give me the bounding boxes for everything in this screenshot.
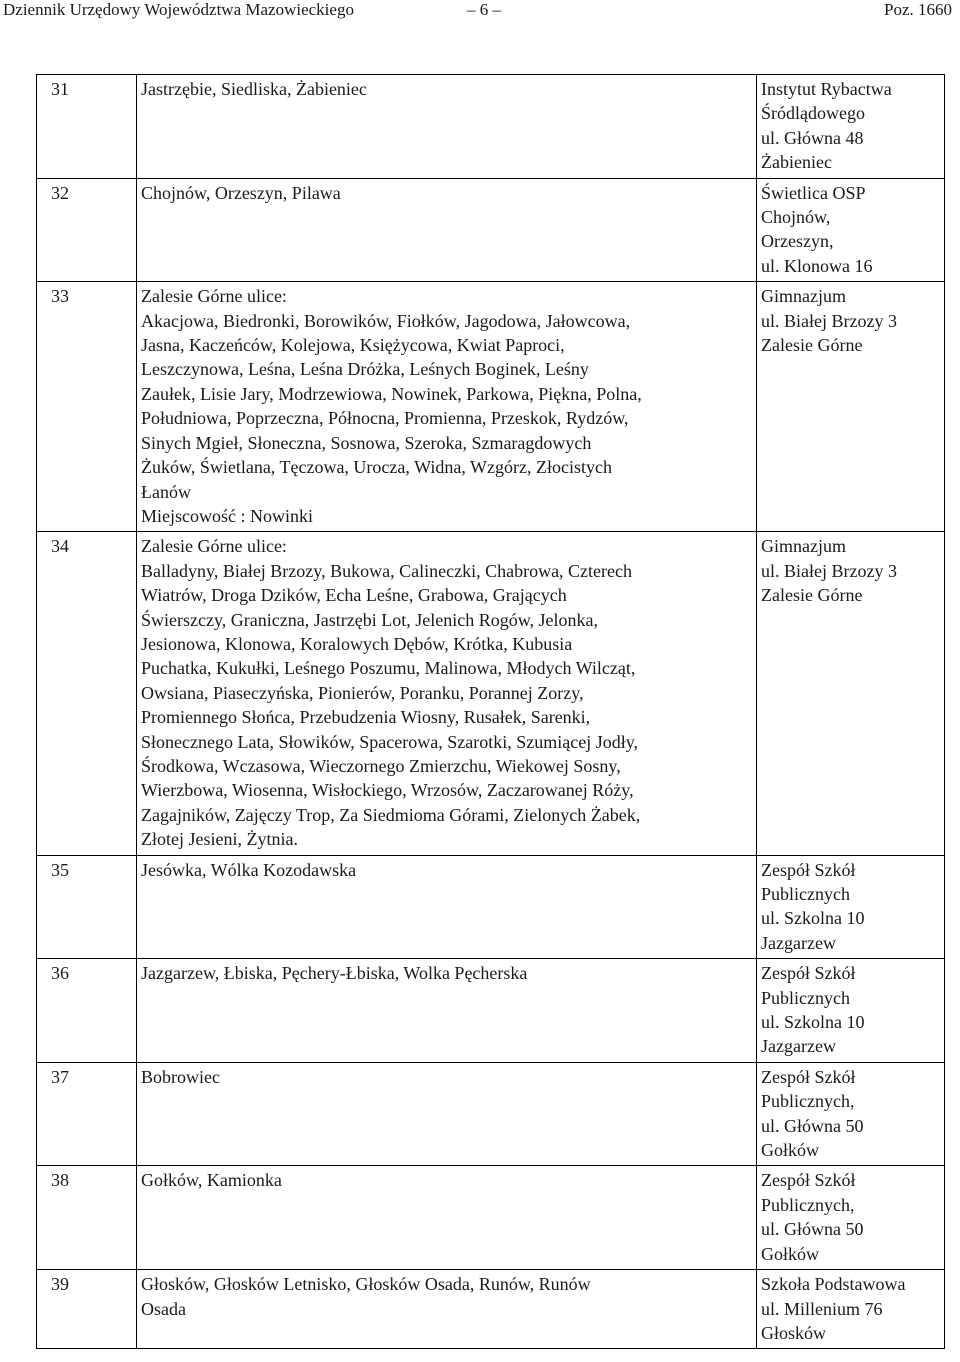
station-line: Zespół Szkół [761,859,856,880]
station-line: Zespół Szkół [761,963,856,984]
area-line: Jastrzębie, Siedliska, Żabieniec [141,79,367,99]
area-line: Bobrowiec [141,1066,220,1087]
polling-station [757,959,945,1063]
area-line: Chojnów, Orzeszyn, Pilawa [141,182,341,203]
station-line: Zalesie Górne [761,585,863,606]
table-row [37,855,945,959]
station-line: ul. Szkolna 10 [761,1012,865,1033]
station-line: ul. Główna 50 [761,1219,864,1240]
area-line: Słonecznego Lata, Słowików, Spacerowa, Szarotki, Szumiącej Jodły, [141,731,639,752]
area-line: Puchatka, Kukułki, Leśnego Poszumu, Malinowa, Młodych Wilcząt, [141,658,636,679]
area-line: Owsiana, Piaseczyńska, Pionierów, Poranku, Porannej Zorzy, [141,682,584,703]
area-line: Łanów [141,481,191,502]
station-line: ul. Klonowa 16 [761,255,873,276]
station-line: ul. Millenium 76 [761,1298,883,1319]
polling-station [757,178,945,282]
area-line: Środkowa, Wczasowa, Wieczornego Zmierzchu, Wiekowej Sosny, [141,755,621,776]
area-line: Akacjowa, Biedronki, Borowików, Fiołków, Jagodowa, Jałowcowa, [141,310,631,331]
polling-station [757,855,945,959]
station-line: Zespół Szkół [761,1066,856,1087]
district-number: 35 [37,855,137,959]
district-area [137,75,757,179]
area-line: Gołków, Kamionka [141,1170,282,1191]
station-line: Chojnów, [761,207,831,228]
district-area [137,959,757,1063]
area-line: Miejscowość : Nowinki [141,505,313,526]
area-line: Świerszczy, Graniczna, Jastrzębi Lot, Jelenich Rogów, Jelonka, [141,609,599,630]
area-line: Złotej Jesieni, Żytnia. [141,829,298,850]
station-line: Głosków [761,1322,827,1343]
table-row [37,1062,945,1166]
station-line: ul. Główna 48 [761,127,864,148]
area-line: Jasna, Kaczeńców, Kolejowa, Księżycowa, Kwiat Paproci, [141,335,565,356]
district-number: 37 [37,1062,137,1166]
district-number: 38 [37,1166,137,1270]
area-line: Zalesie Górne ulice: [141,286,287,307]
station-line: Zespół Szkół [761,1170,856,1191]
area-line: Balladyny, Białej Brzozy, Bukowa, Calineczki, Chabrowa, Czterech [141,560,633,581]
page-header [0,0,960,20]
polling-station [757,1166,945,1270]
area-line: Sinych Mgieł, Słoneczna, Sosnowa, Szeroka, Szmaragdowych [141,432,592,453]
district-number: 32 [37,178,137,282]
district-number: 33 [37,282,137,532]
district-number: 36 [37,959,137,1063]
station-line: Jazgarzew [761,1036,836,1057]
station-line: ul. Białej Brzozy 3 [761,310,897,331]
polling-station [757,282,945,532]
table-row [37,282,945,532]
districts-table [36,74,945,1349]
district-number: 31 [37,75,137,179]
station-line: Instytut Rybactwa [761,79,892,99]
area-line: Promiennego Słońca, Przebudzenia Wiosny, Rusałek, Sarenki, [141,707,591,728]
table-row [37,959,945,1063]
district-area [137,1270,757,1349]
journal-title: Dziennik Urzędowy Województwa Mazowieckiego [3,0,354,19]
station-line: ul. Szkolna 10 [761,908,865,929]
station-line: Jazgarzew [761,932,836,953]
station-line: Publicznych [761,987,850,1008]
station-line: Śródlądowego [761,103,865,124]
area-line: Zalesie Górne ulice: [141,536,287,557]
station-line: ul. Główna 50 [761,1115,864,1136]
polling-station [757,532,945,855]
area-line: Jesionowa, Klonowa, Koralowych Dębów, Krótka, Kubusia [141,633,573,654]
district-area [137,282,757,532]
district-area [137,1166,757,1270]
station-line: Gołków [761,1243,819,1264]
station-line: Publicznych, [761,1091,855,1112]
area-line: Zaułek, Lisie Jary, Modrzewiowa, Nowinek, Parkowa, Piękna, Polna, [141,383,642,404]
area-line: Głosków, Głosków Letnisko, Głosków Osada, Runów, Runów [141,1274,591,1295]
polling-station [757,1062,945,1166]
area-line: Jazgarzew, Łbiska, Pęchery-Łbiska, Wolka Pęcherska [141,963,528,984]
district-area [137,532,757,855]
districts-table-body [37,75,945,1349]
polling-station [757,75,945,179]
area-line: Leszczynowa, Leśna, Leśna Dróżka, Leśnych Boginek, Leśny [141,359,589,380]
position-number: Poz. 1660 [884,0,952,19]
area-line: Osada [141,1298,186,1319]
district-area [137,178,757,282]
station-line: Publicznych, [761,1194,855,1215]
district-number: 39 [37,1270,137,1349]
station-line: Orzeszyn, [761,231,834,252]
station-line: Świetlica OSP [761,182,866,203]
area-line: Południowa, Poprzeczna, Północna, Promienna, Przeskok, Rydzów, [141,408,629,429]
table-row [37,178,945,282]
station-line: Żabieniec [761,152,832,173]
polling-station [757,1270,945,1349]
station-line: Gimnazjum [761,536,846,557]
station-line: Gołków [761,1140,819,1161]
station-line: Publicznych [761,884,850,904]
district-area [137,1062,757,1166]
page-number: – 6 – [467,0,501,19]
area-line: Jesówka, Wólka Kozodawska [141,859,357,880]
table-row [37,1270,945,1349]
table-row [37,532,945,855]
area-line: Wiatrów, Droga Dzików, Echa Leśne, Grabowa, Grających [141,585,567,606]
district-number: 34 [37,532,137,855]
station-line: Zalesie Górne [761,335,863,356]
table-row [37,1166,945,1270]
area-line: Żuków, Świetlana, Tęczowa, Urocza, Widna, Wzgórz, Złocistych [141,457,612,478]
district-area [137,855,757,959]
station-line: Szkoła Podstawowa [761,1274,906,1295]
area-line: Zagajników, Zajęczy Trop, Za Siedmioma Górami, Zielonych Żabek, [141,804,641,825]
area-line: Wierzbowa, Wiosenna, Wisłockiego, Wrzosów, Zaczarowanej Róży, [141,780,634,801]
station-line: ul. Białej Brzozy 3 [761,560,897,581]
table-row [37,75,945,179]
station-line: Gimnazjum [761,286,846,307]
